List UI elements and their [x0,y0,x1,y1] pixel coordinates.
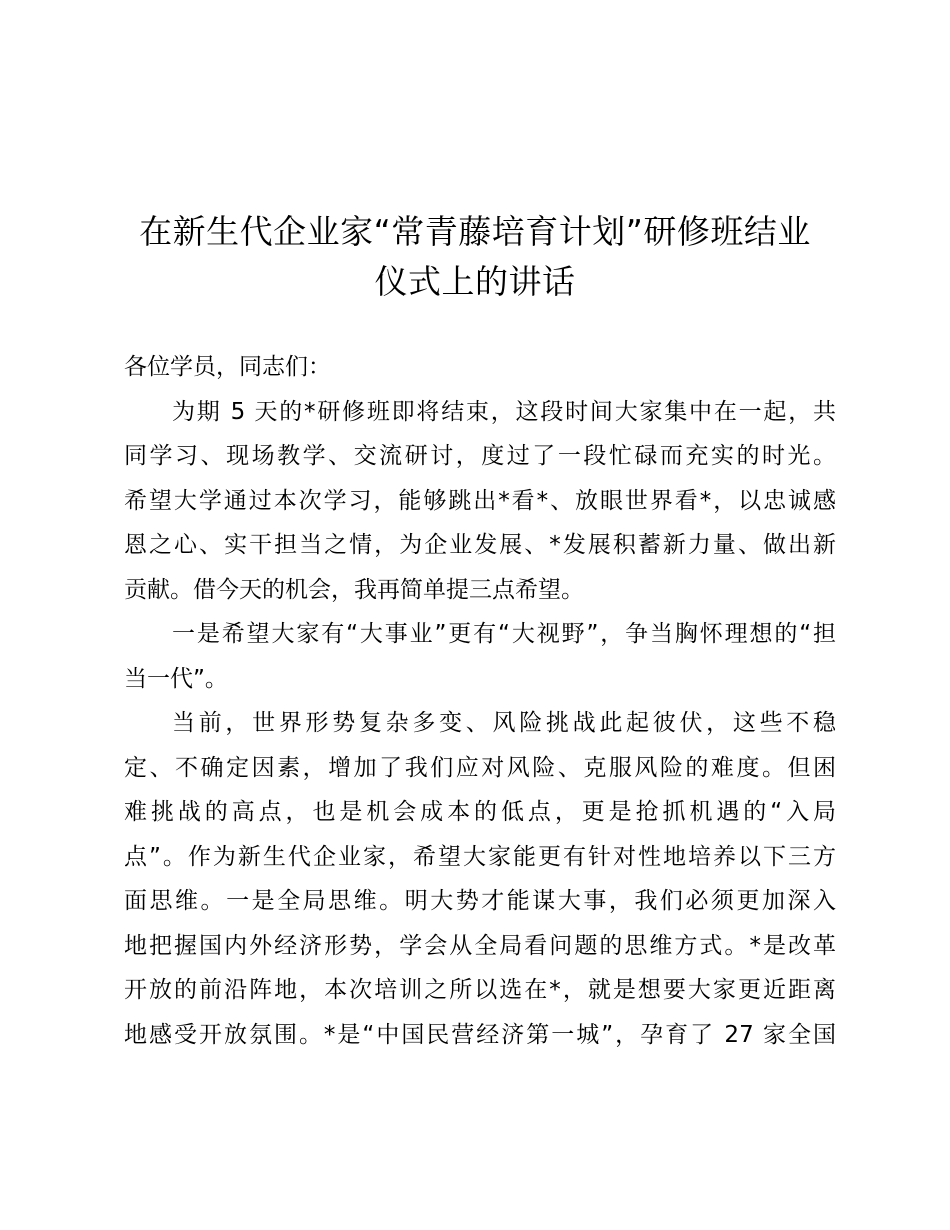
paragraph-line: 一是希望大家有“大事业”更有“大视野”，争当胸怀理想的“担 [172,621,836,647]
document-body [124,345,836,1057]
paragraph-line: 贡献。借今天的机会，我再简单提三点希望。 [124,576,584,603]
document-title [100,207,850,307]
paragraph-line: 开放的前沿阵地，本次培训之所以选在*，就是想要大家更近距离 [124,977,836,1003]
paragraph-line: 当一代”。 [124,665,228,692]
paragraph-line: 面思维。一是全局思维。明大势才能谋大事，我们必须更加深入 [124,888,836,914]
title-line: 在新生代企业家“常青藤培育计划”研修班结业 [139,212,811,251]
title-line: 仪式上的讲话 [374,262,576,301]
paragraph-line: 地把握国内外经济形势，学会从全局看问题的思维方式。*是改革 [124,932,836,959]
paragraph-line: 恩之心、实干担当之情，为企业发展、*发展积蓄新力量、做出新 [124,532,836,558]
salutation: 各位学员，同志们： [124,354,331,380]
paragraph-line: 同学习、现场教学、交流研讨，度过了一段忙碌而充实的时光。 [124,443,836,469]
paragraph-line: 点”。作为新生代企业家，希望大家能更有针对性地培养以下三方 [124,843,836,870]
paragraph-line: 定、不确定因素，增加了我们应对风险、克服风险的难度。但困 [124,754,836,781]
paragraph-line: 为期 5 天的*研修班即将结束，这段时间大家集中在一起，共 [172,398,836,425]
paragraph-line: 地感受开放氛围。*是“中国民营经济第一城”，孕育了 27 家全国 [124,1021,836,1048]
paragraph-line: 当前，世界形势复杂多变、风险挑战此起彼伏，这些不稳 [172,710,836,736]
paragraph-line: 难挑战的高点，也是机会成本的低点，更是抢抓机遇的“入局 [124,799,836,825]
paragraph-line: 希望大学通过本次学习，能够跳出*看*、放眼世界看*，以忠诚感 [124,487,836,514]
